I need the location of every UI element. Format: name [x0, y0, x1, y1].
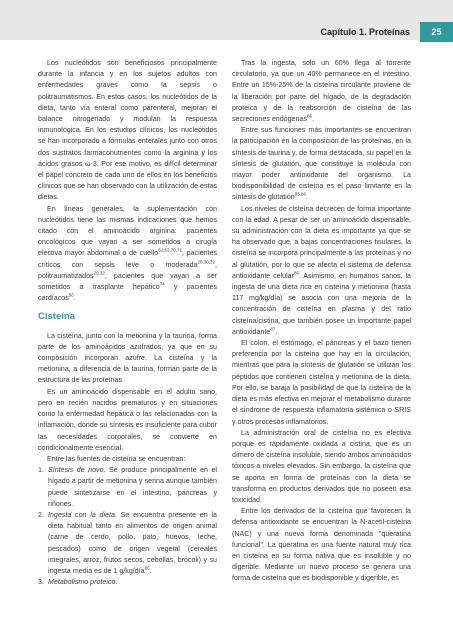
- list-item: 2. Ingesta con la dieta. Se encuentra presente en la dieta habitual tanto en alimentos de origen animal (carne de cerdo, pollo, pato, huevos, leche, pescados) como de origen vegetal (cereales integrales, arroz, frutos secos, cebollas, brócoli) y su ingesta media es de 1 g/kg/día$^{86}$.: [38, 510, 217, 575]
- paragraph: La cisteína, junto con la metionina y la taurina, forma parte de los aminoácidos azufrados, ya que en su composición incorporan azufre. La cisteína y la metionina, a diferencia de la taurina, forman parte de la estructura de las proteínas.: [38, 331, 217, 385]
- sources-list: [38, 465, 217, 588]
- left-column: [38, 58, 217, 588]
- paragraph: Tras la ingesta, solo un 60% llega al torrente circulatorio, ya que un 40% permanece en el intestino. Entre un 15%-25% de la cisteína circulante proviene de la liberación por parte del hígado, de la degradación proteica y de la reabsorción de cisteína de las secreciones endógenas$^{86}$.: [232, 59, 411, 124]
- paragraph: En líneas generales, la suplementación con nucleótidos tiene las mismas indicaciones que hemos citado con el aminoácido arginina: pacientes oncológicos que vayan a ser sometidos a cirugía electiva mayor abdominal o de cuello$^{62,63,70,71}$, pacientes críticos con sepsis leve o moderada$^{28,30,32}$, politraumatizados$^{29,32}$, pacientes que vayan a ser sometidos a trasplante hepático$^{74}$ y pacientes cardíacos$^{56}$.: [38, 204, 218, 303]
- paragraph: La administración oral de cisteína no es efectiva porque es rápidamente oxidada a cistina, que es un dímero de cisteína insoluble, siendo ambos aminoácidos tóxicos a niveles elevados. Sin embargo, la cisteína que se aporta en forma de proteínas con la dieta se transforma en productos derivados que no poseen esa toxicidad.: [232, 428, 411, 504]
- paragraph: Entre los derivados de la cisteína que favorecen la defensa antioxidante se encuentran la N-acetil-cisteína (NAC) y una nueva forma denominada "queratina funcional". La queratina es una fuente natural muy rica en cisteína en su forma nativa que es insoluble y no digerible. Mediante un nuevo proceso se genera una forma de cisteína que es biodisponible y digerible, es: [232, 507, 411, 583]
- list-item: 1. Síntesis de novo. Se produce principalmente en el hígado a partir de metionina y serina aunque también puede sintetizarse en el intestino, páncreas y riñones.: [38, 466, 218, 508]
- paragraph: Entre sus funciones más importantes se encuentran la participación en la composición de las proteínas, en la síntesis de taurina y, de forma destacada, su papel en la síntesis de glutatión, que constituye la molécula con mayor poder antioxidante del organismo. La biodisponibilidad de cisteína es el paso limitante en la síntesis de glutatión$^{85,86}$.: [232, 126, 411, 202]
- paragraph: Los niveles de cisteína decrecen de forma importante con la edad. A pesar de ser un aminoácido dispensable, su administración con la dieta es importante ya que se ha observado que, a bajas concentraciones tisulares, la cisteína se incorpora principalmente a las proteínas y no al glutatión, por lo que se afecta el sistema de defensa antioxidante celular$^{86}$. Asimismo, en humanos sanos, la ingesta de una dieta rica en cisteína y metionina (hasta 117 mg/kg/día) se asocia con una mejoría de la concentración de cisteína en plasma y del ratio cisteína/cistina, que también posee un importante papel antioxidante$^{87}$.: [232, 204, 412, 336]
- paragraph: Es un aminoácido dispensable en el adulto sano, pero en recién nacidos prematuros y en situaciones como la enfermedad hepática o las relacionadas con la inflamación, donde su síntesis es insuficiente para cubrir las necesidades corporales, se convierte en condicionalmente esencial.: [38, 387, 217, 452]
- paragraph: Los nucleótidos son beneficiosos principalmente durante la infancia y en los sujetos adultos con enfermedades graves como la sepsis o politraumatismos. En estos casos, los nucleótidos de la dieta, tanto vía enteral como parenteral, mejoran el balance nitrogenado y modulan la respuesta inmunológica. En los estudios clínicos, los nucleótidos se han incorporado a fórmulas enterales junto con otros dos sustratos farmaconutrientes como la arginina y los ácidos grasos ω-3. Por ese motivo, es difícil determinar el papel concreto de cada uno de ellos en los beneficios clínicos que se han observado con la utilización de estas dietas.: [38, 59, 217, 202]
- page-header: [0, 0, 453, 40]
- paragraph: Entre las fuentes de cisteína se encuentran:: [47, 454, 186, 463]
- list-item: 3. Metabolismo proteico.: [38, 578, 118, 587]
- page-number: 25: [420, 22, 453, 42]
- chapter-title: Capítulo 1. Proteínas: [320, 27, 410, 37]
- section-heading: Cisteína: [38, 311, 75, 323]
- right-column: [232, 58, 411, 585]
- paragraph: El colon, el estómago, el páncreas y el bazo tienen preferencia por la cisteína que hay en la circulación, mientras que para la síntesis de glutatión se utilizan los péptidos que contienen cisteína y metionina de la dieta. Por ello, se baraja la posibilidad de que la cisteína de la dieta es más efectiva en mejorar el metabolismo durante el síndrome de respuesta inflamatoria sistémica o SRIS y otros procesos inflamatorios.: [232, 339, 411, 426]
